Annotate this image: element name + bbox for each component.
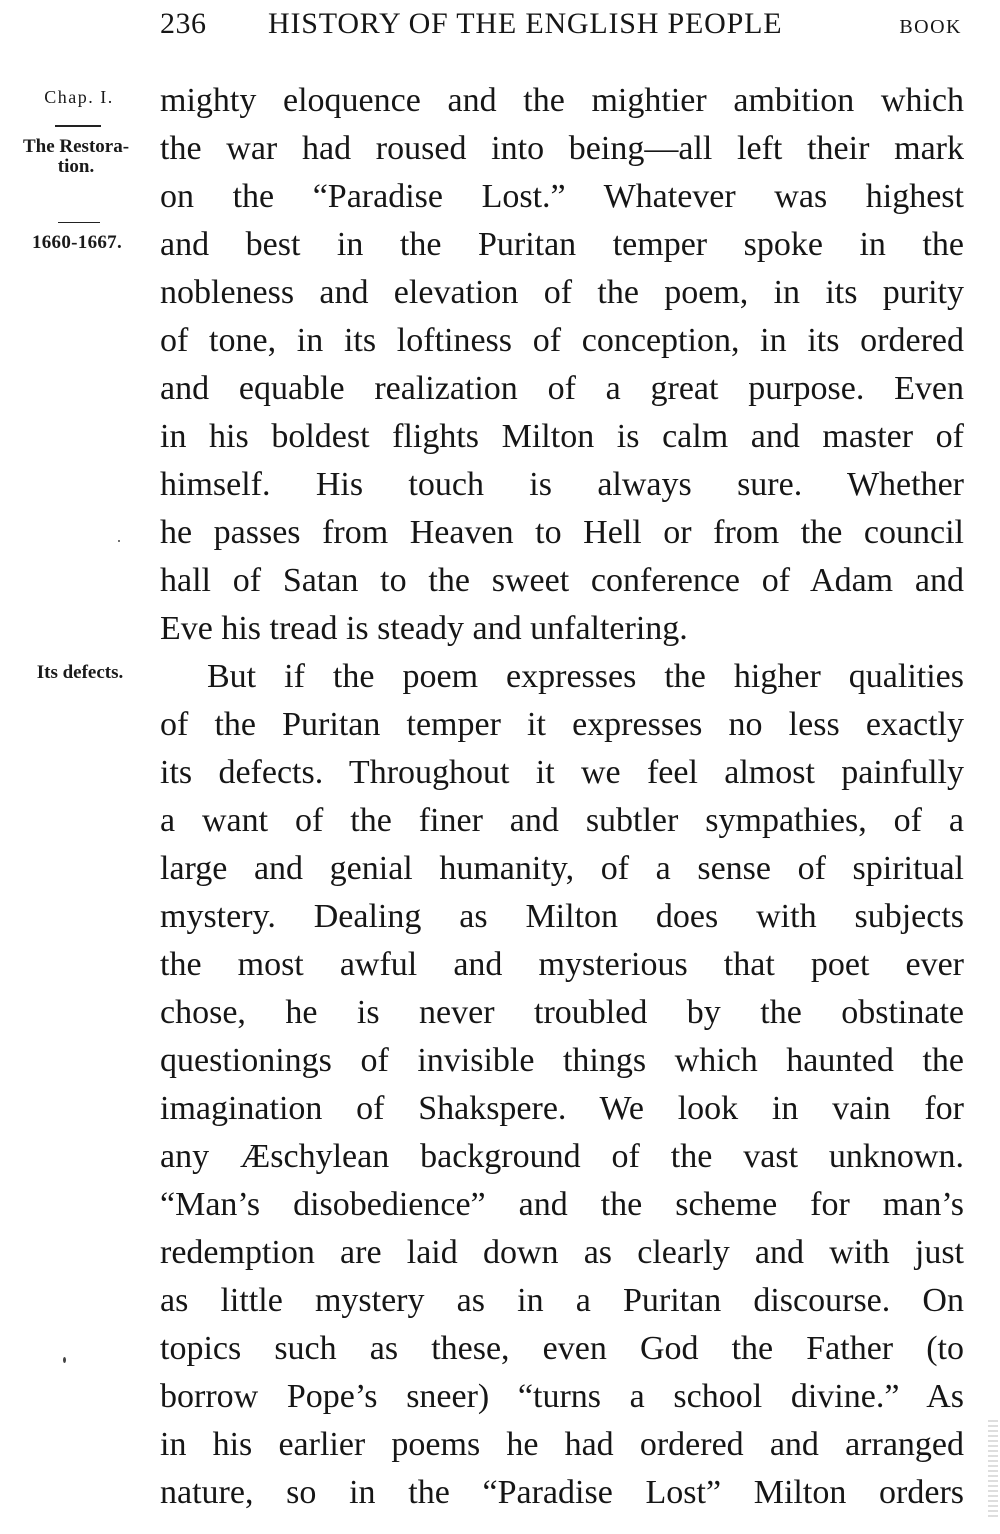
scan-edge-noise (988, 1420, 998, 1520)
text-line: large and genial humanity, of a sense of spiritual (160, 850, 964, 887)
text-line: in his boldest flights Milton is calm and master of (160, 418, 964, 455)
its-defects-sidenote: Its defects. (36, 662, 124, 683)
text-line: imagination of Shakspere. We look in vain for (160, 1090, 964, 1127)
text-line: But if the poem expresses the higher qualities (207, 658, 964, 695)
text-line: in his earlier poems he had ordered and arranged (160, 1426, 964, 1463)
running-title: HISTORY OF THE ENGLISH PEOPLE (268, 7, 783, 40)
text-line: the most awful and mysterious that poet ever (160, 946, 964, 983)
text-line: the war had roused into being—all left their mark (160, 130, 964, 167)
body-text (160, 77, 964, 1517)
text-line: himself. His touch is always sure. Whether (160, 466, 964, 503)
text-line: mystery. Dealing as Milton does with subjects (160, 898, 964, 935)
text-line: mighty eloquence and the mightier ambition which (160, 82, 964, 119)
text-line: any Æschylean background of the vast unknown. (160, 1138, 964, 1175)
text-line: chose, he is never troubled by the obstinate (160, 994, 964, 1031)
text-line: a want of the finer and subtler sympathies, of a (160, 802, 964, 839)
dates-sidenote: 1660-1667. (31, 232, 123, 253)
scan-speck (118, 540, 120, 542)
text-line: nature, so in the “Paradise Lost” Milton orders (160, 1474, 964, 1511)
chapter-sidenote: Chap. I. (44, 87, 114, 107)
chapter-rule (55, 125, 101, 127)
text-line: and equable realization of a great purpose. Even (160, 370, 964, 407)
running-header (160, 4, 964, 44)
text-line: he passes from Heaven to Hell or from the council (160, 514, 964, 551)
text-line: topics such as these, even God the Father (to (160, 1330, 964, 1367)
text-line: on the “Paradise Lost.” Whatever was highest (160, 178, 964, 215)
text-line: redemption are laid down as clearly and with just (160, 1234, 964, 1271)
text-line: of the Puritan temper it expresses no less exactly (160, 706, 964, 743)
text-line: borrow Pope’s sneer) “turns a school divine.” As (160, 1378, 964, 1415)
page-number: 236 (160, 7, 207, 40)
section-title-sidenote: The Restora- tion. (22, 136, 130, 177)
section-rule (58, 222, 100, 223)
text-line: nobleness and elevation of the poem, in its purity (160, 274, 964, 311)
text-line: as little mystery as in a Puritan discourse. On (160, 1282, 964, 1319)
scan-speck (63, 1357, 66, 1363)
text-line: hall of Satan to the sweet conference of Adam and (160, 562, 964, 599)
text-line: and best in the Puritan temper spoke in the (160, 226, 964, 263)
text-line: “Man’s disobedience” and the scheme for man’s (160, 1186, 964, 1223)
text-line: its defects. Throughout it we feel almost painfully (160, 754, 964, 791)
text-line: of tone, in its loftiness of conception, in its ordered (160, 322, 964, 359)
book-label: BOOK (899, 16, 962, 38)
text-line: Eve his tread is steady and unfaltering. (160, 610, 688, 647)
text-line: questionings of invisible things which haunted the (160, 1042, 964, 1079)
